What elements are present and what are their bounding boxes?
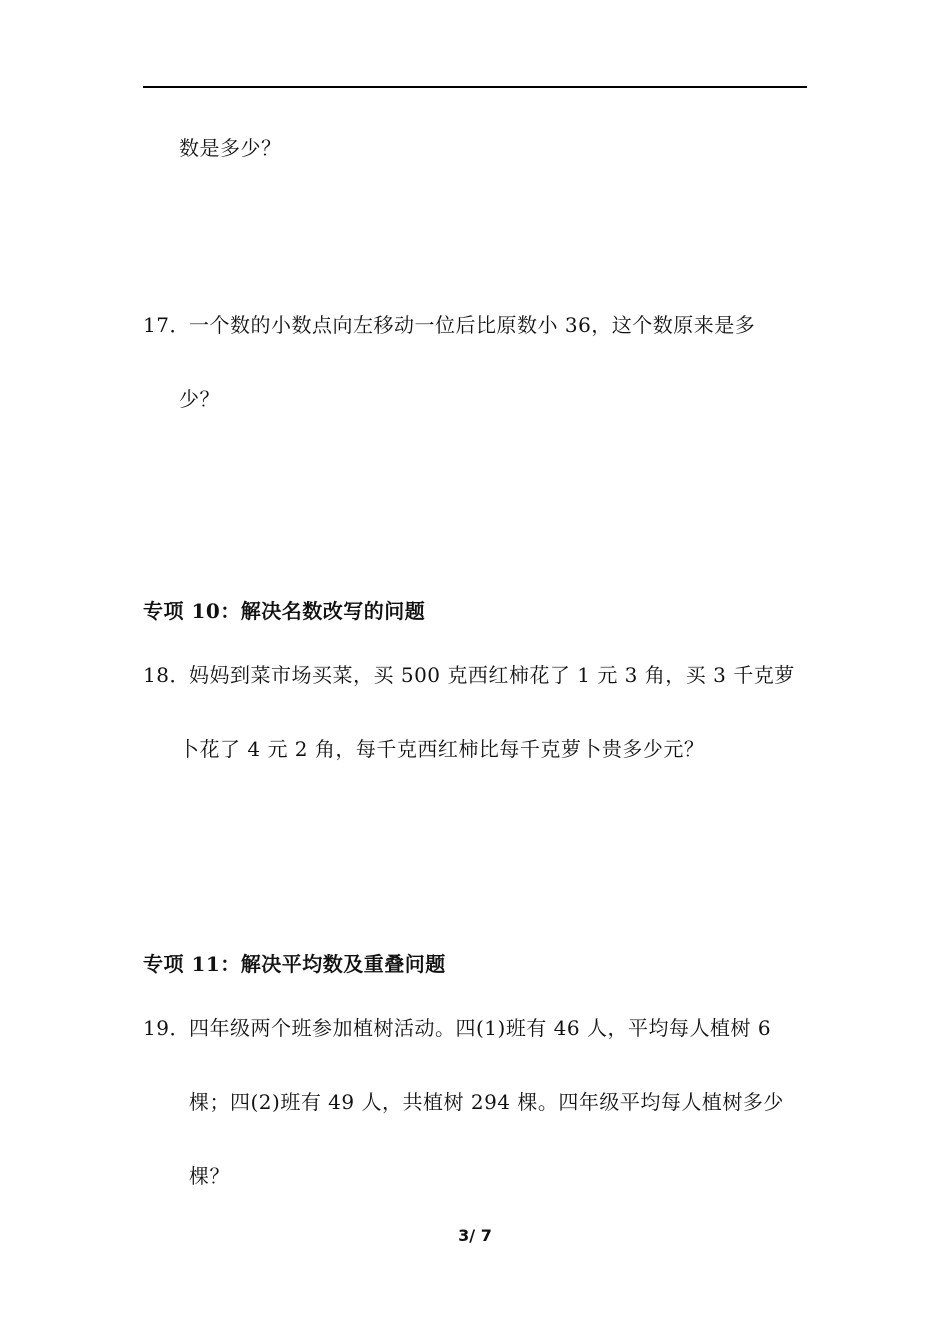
- question-17-line-2: 少？: [179, 387, 220, 411]
- question-17-text-1: 一个数的小数点向左移动一位后比原数小 36，这个数原来是多: [189, 313, 756, 337]
- question-19-number: 19．: [143, 1016, 190, 1040]
- question-19-line-2: 棵；四(2)班有 49 人，共植树 294 棵。四年级平均每人植树多少: [189, 1090, 784, 1114]
- section-10-heading: 专项 10：解决名数改写的问题: [143, 599, 426, 623]
- question-19-line-3: 棵？: [189, 1164, 230, 1188]
- page-number: 3/ 7: [458, 1226, 492, 1245]
- question-19-line-1: [143, 1014, 771, 1042]
- question-18-line-2: 卜花了 4 元 2 角，每千克西红柿比每千克萝卜贵多少元？: [179, 737, 705, 761]
- question-19-text-1: 四年级两个班参加植树活动。四(1)班有 46 人，平均每人植树 6: [189, 1016, 772, 1040]
- question-18-line-1: [143, 661, 795, 689]
- question-18-number: 18．: [143, 663, 190, 687]
- question-18-text-1: 妈妈到菜市场买菜，买 500 克西红柿花了 1 元 3 角，买 3 千克萝: [189, 663, 795, 687]
- header-rule: [143, 86, 807, 88]
- question-16-continuation: 数是多少？: [179, 136, 282, 160]
- section-11-heading: 专项 11：解决平均数及重叠问题: [143, 952, 446, 976]
- question-17-line-1: [143, 311, 755, 339]
- question-17-number: 17．: [143, 313, 190, 337]
